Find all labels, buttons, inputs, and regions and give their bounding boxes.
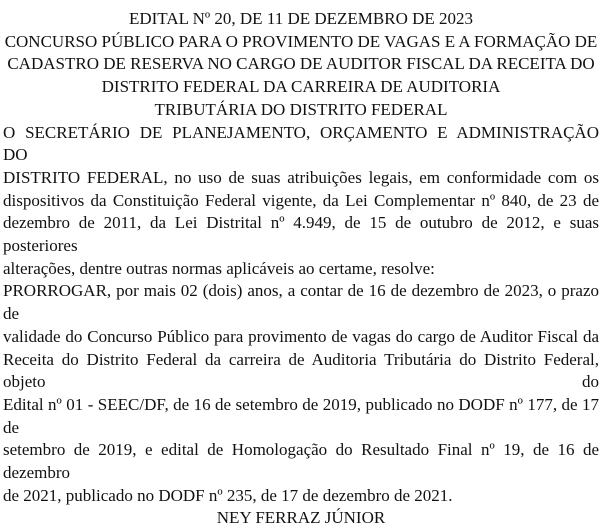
resolution-line: validade do Concurso Público para provimento de vagas do cargo de Auditor Fiscal da <box>3 326 599 346</box>
subtitle-line: CONCURSO PÚBLICO PARA O PROVIMENTO DE VAGAS E A FORMAÇÃO DE <box>4 31 598 51</box>
resolution-line: setembro de 2019, e edital de Homologação do Resultado Final nº 19, de 16 de dezembro <box>3 440 599 483</box>
preamble-line: dispositivos da Constituição Federal vigente, da Lei Complementar nº 840, de 23 de <box>3 190 599 210</box>
resolution-line: Receita do Distrito Federal da carreira de Auditoria Tributária do Distrito Federal, objeto do <box>3 349 599 392</box>
resolution-line: de 2021, publicado no DODF nº 235, de 17 de dezembro de 2021. <box>3 485 453 505</box>
preamble-line: O SECRETÁRIO DE PLANEJAMENTO, ORÇAMENTO E ADMINISTRAÇÃO DO <box>3 122 599 165</box>
preamble-line: alterações, dentre outras normas aplicáveis ao certame, resolve: <box>3 258 435 278</box>
preamble-line: dezembro de 2011, da Lei Distrital nº 4.949, de 15 de outubro de 2012, e suas posteriores <box>3 213 599 256</box>
subtitle-line: TRIBUTÁRIA DO DISTRITO FEDERAL <box>154 99 448 119</box>
preamble-line: DISTRITO FEDERAL, no uso de suas atribuições legais, em conformidade com os <box>3 167 599 187</box>
subtitle-line: CADASTRO DE RESERVA NO CARGO DE AUDITOR FISCAL DA RECEITA DO <box>7 54 595 74</box>
edital-subtitle <box>3 31 599 122</box>
signature-name: NEY FERRAZ JÚNIOR <box>216 508 386 528</box>
subtitle-line: DISTRITO FEDERAL DA CARREIRA DE AUDITORIA <box>101 77 501 97</box>
preamble-paragraph <box>3 122 599 281</box>
resolution-paragraph <box>3 280 599 507</box>
resolution-line: Edital nº 01 - SEEC/DF, de 16 de setembro de 2019, publicado no DODF nº 177, de 17 de <box>3 394 599 437</box>
edital-title: EDITAL Nº 20, DE 11 DE DEZEMBRO DE 2023 <box>128 9 474 28</box>
resolution-line: PRORROGAR, por mais 02 (dois) anos, a contar de 16 de dezembro de 2023, o prazo de <box>3 281 599 324</box>
